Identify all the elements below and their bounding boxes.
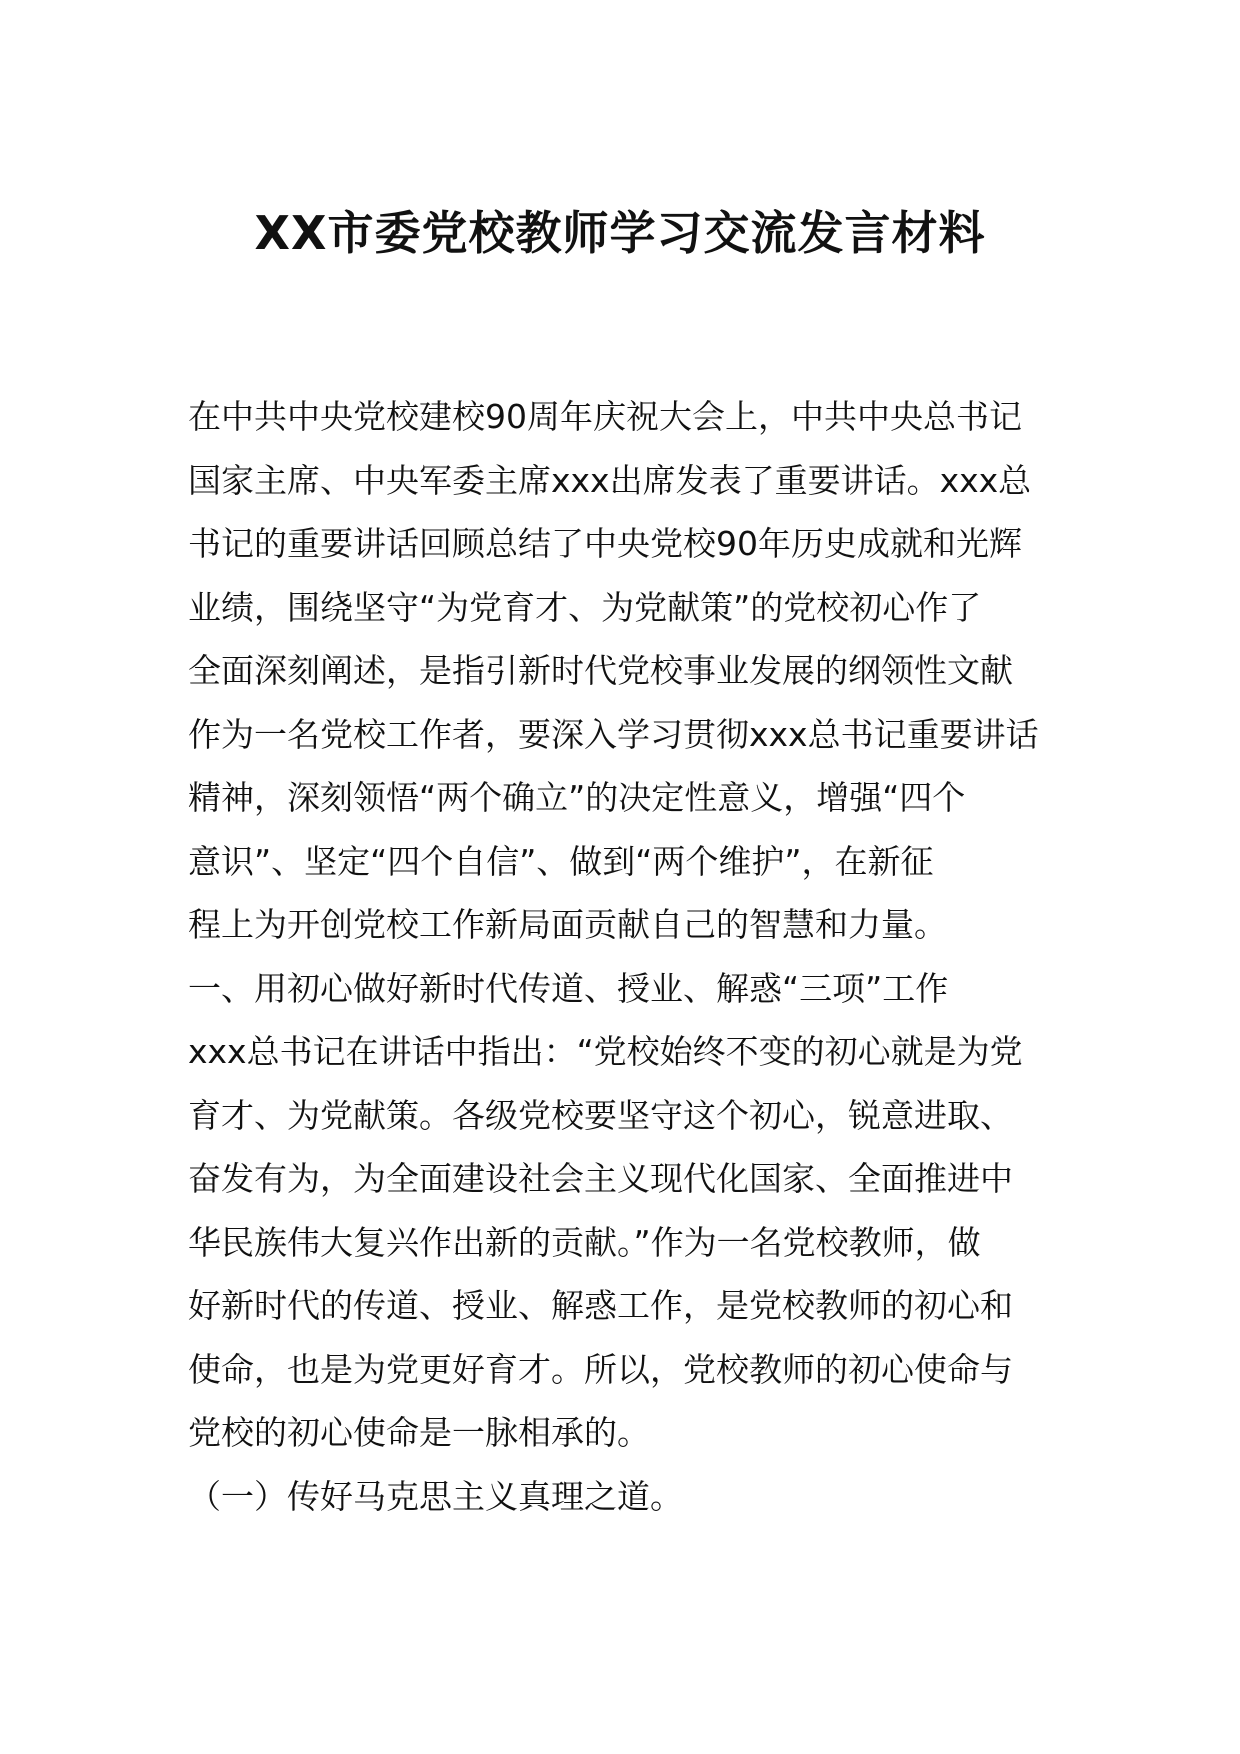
text-line: 程上为开创党校工作新局面贡献自己的智慧和力量。 [188,905,947,944]
text-line: 育才、为党献策。各级党校要坚守这个初心，锐意进取、 [188,1095,1013,1135]
heading-line: 一、用初心做好新时代传道、授业、解惑“三项”工作 [188,968,949,1008]
section-1-paragraph [188,1020,1068,1465]
text-line: 意识”、坚定“四个自信”、做到“两个维护”，在新征 [188,841,934,881]
document-title: XX市委党校教师学习交流发言材料 [254,206,986,260]
document-body [188,385,1068,1528]
text-line: 华民族伟大复兴作出新的贡献。”作为一名党校教师，做 [188,1222,981,1262]
subsection-heading-1 [188,1465,1068,1529]
text-line: 使命，也是为党更好育才。所以，党校教师的初心使命与 [188,1349,1013,1389]
text-line: 业绩，围绕坚守“为党育才、为党献策”的党校初心作了 [188,587,982,627]
heading-line: （一）传好马克思主义真理之道。 [188,1476,683,1516]
section-heading-1 [188,957,1068,1021]
intro-paragraph [188,385,1068,957]
text-line: 作为一名党校工作者，要深入学习贯彻xxx总书记重要讲话 [188,714,1039,754]
text-line: xxx总书记在讲话中指出：“党校始终不变的初心就是为党 [188,1032,1023,1071]
text-line: 精神，深刻领悟“两个确立”的决定性意义，增强“四个 [188,778,966,817]
text-line: 奋发有为，为全面建设社会主义现代化国家、全面推进中 [188,1159,1013,1198]
text-line: 书记的重要讲话回顾总结了中央党校90年历史成就和光辉 [188,524,1022,563]
text-line: 在中共中央党校建校90周年庆祝大会上，中共中央总书记 [188,397,1022,436]
text-line: 国家主席、中央军委主席xxx出席发表了重要讲话。xxx总 [188,460,1032,500]
text-line: 全面深刻阐述，是指引新时代党校事业发展的纲领性文献 [188,651,1013,690]
text-line: 党校的初心使命是一脉相承的。 [188,1413,650,1452]
text-line: 好新时代的传道、授业、解惑工作，是党校教师的初心和 [188,1286,1013,1325]
